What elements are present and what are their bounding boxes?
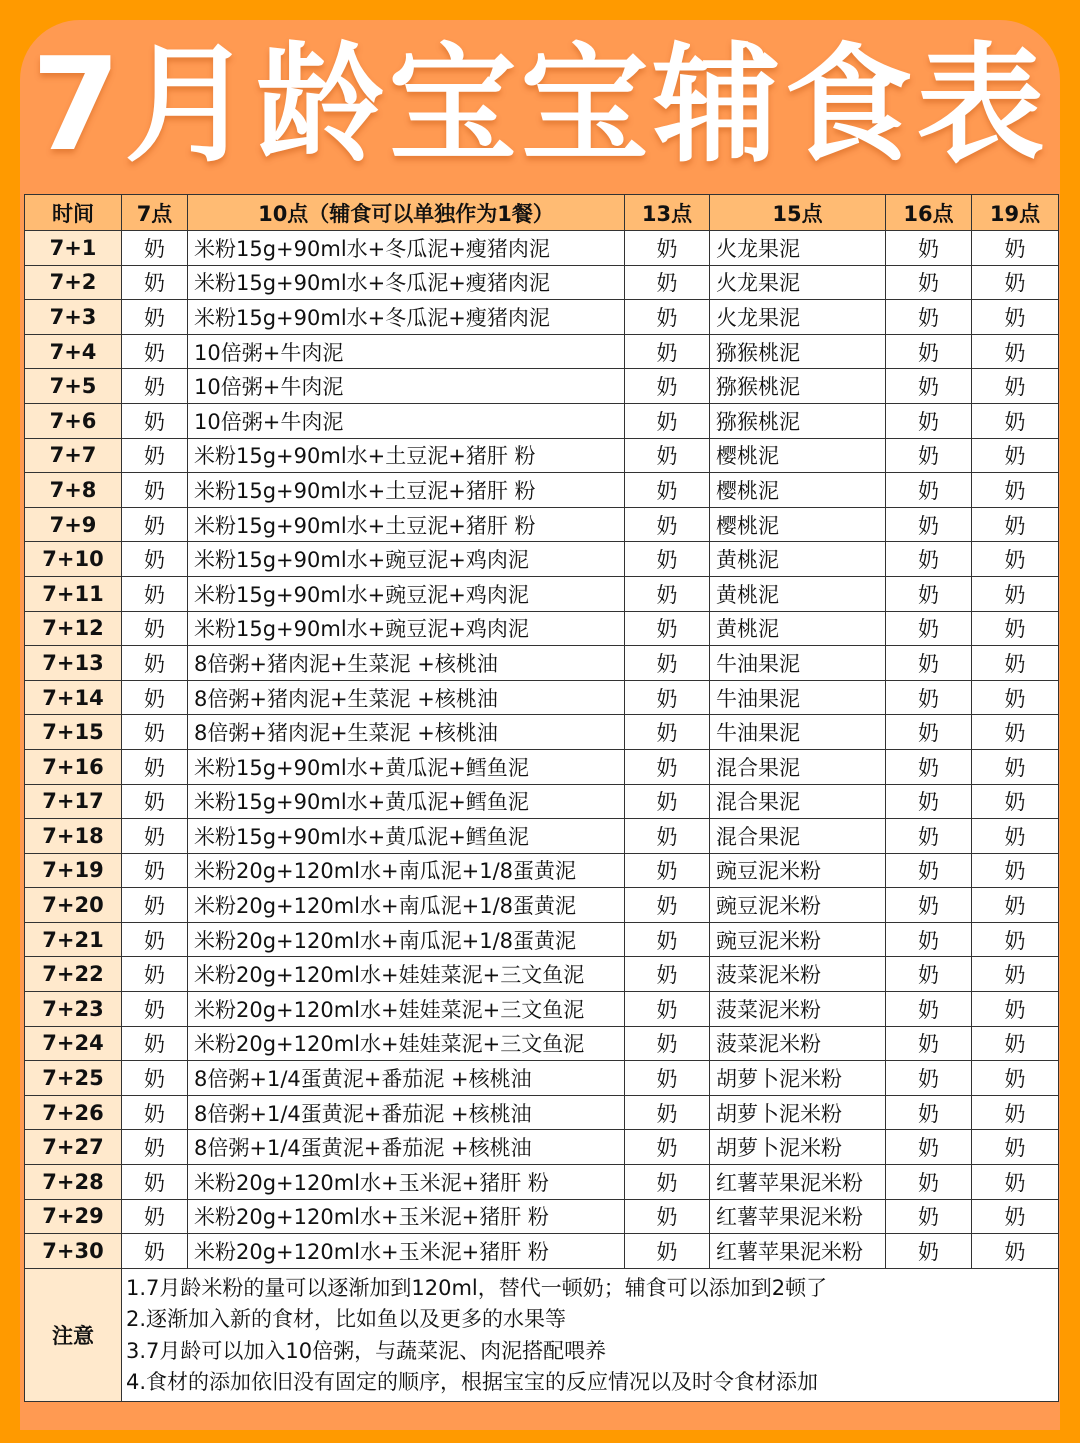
- time-15pm-cell: 黄桃泥: [710, 576, 886, 611]
- day-cell: 7+13: [25, 646, 122, 681]
- time-7am-cell: 奶: [122, 853, 188, 888]
- day-cell: 7+20: [25, 888, 122, 923]
- table-row: [25, 1026, 1059, 1061]
- time-16pm-cell: 奶: [886, 334, 972, 369]
- table-row: [25, 715, 1059, 750]
- table-row: [25, 957, 1059, 992]
- time-10am-cell: 8倍粥+1/4蛋黄泥+番茄泥 +核桃油: [188, 1130, 625, 1165]
- time-19pm-cell: 奶: [972, 715, 1059, 750]
- time-19pm-cell: 奶: [972, 369, 1059, 404]
- time-10am-cell: 10倍粥+牛肉泥: [188, 334, 625, 369]
- time-19pm-cell: 奶: [972, 784, 1059, 819]
- time-15pm-cell: 火龙果泥: [710, 231, 886, 266]
- time-13pm-cell: 奶: [625, 853, 710, 888]
- table-header-row: [25, 195, 1059, 231]
- day-cell: 7+10: [25, 542, 122, 577]
- time-10am-cell: 10倍粥+牛肉泥: [188, 369, 625, 404]
- note-line: 4.食材的添加依旧没有固定的顺序，根据宝宝的反应情况以及时令食材添加: [126, 1370, 819, 1395]
- time-15pm-cell: 胡萝卜泥米粉: [710, 1095, 886, 1130]
- header-15pm: 15点: [710, 195, 886, 231]
- day-cell: 7+7: [25, 438, 122, 473]
- table-row: [25, 922, 1059, 957]
- time-15pm-cell: 黄桃泥: [710, 611, 886, 646]
- table-body: [25, 231, 1059, 1269]
- time-13pm-cell: 奶: [625, 1095, 710, 1130]
- time-13pm-cell: 奶: [625, 1026, 710, 1061]
- time-7am-cell: 奶: [122, 1199, 188, 1234]
- table-row: [25, 1234, 1059, 1269]
- day-cell: 7+21: [25, 922, 122, 957]
- time-10am-cell: 米粉20g+120ml水+玉米泥+猪肝 粉: [188, 1165, 625, 1200]
- time-13pm-cell: 奶: [625, 888, 710, 923]
- time-16pm-cell: 奶: [886, 369, 972, 404]
- notes-content: [122, 1268, 1059, 1401]
- time-16pm-cell: 奶: [886, 1234, 972, 1269]
- time-15pm-cell: 胡萝卜泥米粉: [710, 1130, 886, 1165]
- table-row: [25, 749, 1059, 784]
- day-cell: 7+12: [25, 611, 122, 646]
- time-16pm-cell: 奶: [886, 1061, 972, 1096]
- day-cell: 7+19: [25, 853, 122, 888]
- header-13pm: 13点: [625, 195, 710, 231]
- time-10am-cell: 米粉15g+90ml水+黄瓜泥+鳕鱼泥: [188, 784, 625, 819]
- time-15pm-cell: 豌豆泥米粉: [710, 853, 886, 888]
- note-line: 2.逐渐加入新的食材，比如鱼以及更多的水果等: [126, 1307, 567, 1332]
- time-13pm-cell: 奶: [625, 819, 710, 854]
- time-13pm-cell: 奶: [625, 680, 710, 715]
- time-15pm-cell: 黄桃泥: [710, 542, 886, 577]
- time-10am-cell: 米粉20g+120ml水+娃娃菜泥+三文鱼泥: [188, 1026, 625, 1061]
- time-19pm-cell: 奶: [972, 853, 1059, 888]
- day-cell: 7+27: [25, 1130, 122, 1165]
- table-row: [25, 992, 1059, 1027]
- time-7am-cell: 奶: [122, 231, 188, 266]
- time-15pm-cell: 火龙果泥: [710, 265, 886, 300]
- time-7am-cell: 奶: [122, 438, 188, 473]
- header-7am: 7点: [122, 195, 188, 231]
- day-cell: 7+4: [25, 334, 122, 369]
- table-row: [25, 611, 1059, 646]
- header-19pm: 19点: [972, 195, 1059, 231]
- table-row: [25, 576, 1059, 611]
- time-19pm-cell: 奶: [972, 992, 1059, 1027]
- time-10am-cell: 8倍粥+猪肉泥+生菜泥 +核桃油: [188, 680, 625, 715]
- time-16pm-cell: 奶: [886, 231, 972, 266]
- time-16pm-cell: 奶: [886, 1165, 972, 1200]
- day-cell: 7+6: [25, 403, 122, 438]
- day-cell: 7+25: [25, 1061, 122, 1096]
- table-row: [25, 369, 1059, 404]
- feeding-schedule-table: [24, 194, 1059, 1402]
- time-19pm-cell: 奶: [972, 646, 1059, 681]
- time-16pm-cell: 奶: [886, 784, 972, 819]
- time-19pm-cell: 奶: [972, 1130, 1059, 1165]
- time-15pm-cell: 红薯苹果泥米粉: [710, 1165, 886, 1200]
- time-10am-cell: 8倍粥+猪肉泥+生菜泥 +核桃油: [188, 715, 625, 750]
- time-10am-cell: 米粉20g+120ml水+南瓜泥+1/8蛋黄泥: [188, 922, 625, 957]
- time-10am-cell: 米粉15g+90ml水+黄瓜泥+鳕鱼泥: [188, 819, 625, 854]
- time-13pm-cell: 奶: [625, 231, 710, 266]
- time-19pm-cell: 奶: [972, 265, 1059, 300]
- time-19pm-cell: 奶: [972, 1026, 1059, 1061]
- time-13pm-cell: 奶: [625, 715, 710, 750]
- time-15pm-cell: 红薯苹果泥米粉: [710, 1234, 886, 1269]
- table-row: [25, 888, 1059, 923]
- time-13pm-cell: 奶: [625, 992, 710, 1027]
- time-7am-cell: 奶: [122, 403, 188, 438]
- table-row: [25, 438, 1059, 473]
- time-16pm-cell: 奶: [886, 542, 972, 577]
- day-cell: 7+14: [25, 680, 122, 715]
- day-cell: 7+24: [25, 1026, 122, 1061]
- day-cell: 7+16: [25, 749, 122, 784]
- time-13pm-cell: 奶: [625, 1199, 710, 1234]
- time-10am-cell: 米粉15g+90ml水+土豆泥+猪肝 粉: [188, 438, 625, 473]
- time-13pm-cell: 奶: [625, 576, 710, 611]
- note-line: 1.7月龄米粉的量可以逐渐加到120ml，替代一顿奶；辅食可以添加到2顿了: [126, 1275, 828, 1300]
- header-time: 时间: [25, 195, 122, 231]
- time-16pm-cell: 奶: [886, 853, 972, 888]
- time-15pm-cell: 樱桃泥: [710, 507, 886, 542]
- time-13pm-cell: 奶: [625, 957, 710, 992]
- day-cell: 7+9: [25, 507, 122, 542]
- day-cell: 7+11: [25, 576, 122, 611]
- table-row: [25, 473, 1059, 508]
- time-10am-cell: 米粉20g+120ml水+玉米泥+猪肝 粉: [188, 1199, 625, 1234]
- time-10am-cell: 米粉20g+120ml水+玉米泥+猪肝 粉: [188, 1234, 625, 1269]
- table-row: [25, 334, 1059, 369]
- time-13pm-cell: 奶: [625, 784, 710, 819]
- table-row: [25, 231, 1059, 266]
- time-19pm-cell: 奶: [972, 888, 1059, 923]
- time-7am-cell: 奶: [122, 611, 188, 646]
- time-15pm-cell: 猕猴桃泥: [710, 334, 886, 369]
- table-row: [25, 1165, 1059, 1200]
- day-cell: 7+2: [25, 265, 122, 300]
- time-15pm-cell: 火龙果泥: [710, 300, 886, 335]
- time-13pm-cell: 奶: [625, 473, 710, 508]
- day-cell: 7+8: [25, 473, 122, 508]
- time-16pm-cell: 奶: [886, 473, 972, 508]
- day-cell: 7+3: [25, 300, 122, 335]
- time-10am-cell: 米粉15g+90ml水+土豆泥+猪肝 粉: [188, 507, 625, 542]
- time-7am-cell: 奶: [122, 507, 188, 542]
- time-7am-cell: 奶: [122, 369, 188, 404]
- time-16pm-cell: 奶: [886, 507, 972, 542]
- time-15pm-cell: 菠菜泥米粉: [710, 992, 886, 1027]
- table-row: [25, 1061, 1059, 1096]
- time-16pm-cell: 奶: [886, 957, 972, 992]
- day-cell: 7+29: [25, 1199, 122, 1234]
- time-7am-cell: 奶: [122, 265, 188, 300]
- time-19pm-cell: 奶: [972, 403, 1059, 438]
- time-10am-cell: 米粉20g+120ml水+南瓜泥+1/8蛋黄泥: [188, 853, 625, 888]
- time-19pm-cell: 奶: [972, 231, 1059, 266]
- time-15pm-cell: 牛油果泥: [710, 646, 886, 681]
- time-16pm-cell: 奶: [886, 576, 972, 611]
- time-10am-cell: 米粉20g+120ml水+娃娃菜泥+三文鱼泥: [188, 957, 625, 992]
- time-19pm-cell: 奶: [972, 1095, 1059, 1130]
- time-19pm-cell: 奶: [972, 334, 1059, 369]
- table-row: [25, 819, 1059, 854]
- time-10am-cell: 8倍粥+猪肉泥+生菜泥 +核桃油: [188, 646, 625, 681]
- time-15pm-cell: 猕猴桃泥: [710, 369, 886, 404]
- page-title: 7月龄宝宝辅食表: [31, 31, 1049, 180]
- time-19pm-cell: 奶: [972, 576, 1059, 611]
- time-15pm-cell: 红薯苹果泥米粉: [710, 1199, 886, 1234]
- time-10am-cell: 10倍粥+牛肉泥: [188, 403, 625, 438]
- time-7am-cell: 奶: [122, 542, 188, 577]
- time-15pm-cell: 樱桃泥: [710, 473, 886, 508]
- time-16pm-cell: 奶: [886, 611, 972, 646]
- table-row: [25, 1130, 1059, 1165]
- time-7am-cell: 奶: [122, 1095, 188, 1130]
- day-cell: 7+1: [25, 231, 122, 266]
- day-cell: 7+30: [25, 1234, 122, 1269]
- table-row: [25, 646, 1059, 681]
- time-7am-cell: 奶: [122, 300, 188, 335]
- time-16pm-cell: 奶: [886, 888, 972, 923]
- table-row: [25, 1095, 1059, 1130]
- time-7am-cell: 奶: [122, 957, 188, 992]
- time-10am-cell: 米粉15g+90ml水+土豆泥+猪肝 粉: [188, 473, 625, 508]
- time-7am-cell: 奶: [122, 576, 188, 611]
- time-10am-cell: 米粉15g+90ml水+冬瓜泥+瘦猪肉泥: [188, 265, 625, 300]
- time-13pm-cell: 奶: [625, 1061, 710, 1096]
- time-19pm-cell: 奶: [972, 922, 1059, 957]
- table-row: [25, 853, 1059, 888]
- time-19pm-cell: 奶: [972, 473, 1059, 508]
- table-row: [25, 542, 1059, 577]
- time-13pm-cell: 奶: [625, 542, 710, 577]
- time-15pm-cell: 混合果泥: [710, 784, 886, 819]
- notes-row: [25, 1268, 1059, 1401]
- header-16pm: 16点: [886, 195, 972, 231]
- time-7am-cell: 奶: [122, 784, 188, 819]
- time-16pm-cell: 奶: [886, 680, 972, 715]
- time-16pm-cell: 奶: [886, 749, 972, 784]
- time-10am-cell: 米粉15g+90ml水+黄瓜泥+鳕鱼泥: [188, 749, 625, 784]
- day-cell: 7+22: [25, 957, 122, 992]
- time-10am-cell: 米粉15g+90ml水+冬瓜泥+瘦猪肉泥: [188, 300, 625, 335]
- time-10am-cell: 米粉15g+90ml水+豌豆泥+鸡肉泥: [188, 542, 625, 577]
- day-cell: 7+23: [25, 992, 122, 1027]
- time-15pm-cell: 混合果泥: [710, 819, 886, 854]
- day-cell: 7+28: [25, 1165, 122, 1200]
- time-10am-cell: 米粉15g+90ml水+豌豆泥+鸡肉泥: [188, 576, 625, 611]
- table-row: [25, 784, 1059, 819]
- time-10am-cell: 米粉15g+90ml水+冬瓜泥+瘦猪肉泥: [188, 231, 625, 266]
- time-15pm-cell: 豌豆泥米粉: [710, 888, 886, 923]
- time-16pm-cell: 奶: [886, 265, 972, 300]
- day-cell: 7+26: [25, 1095, 122, 1130]
- time-15pm-cell: 牛油果泥: [710, 715, 886, 750]
- table-row: [25, 300, 1059, 335]
- time-15pm-cell: 牛油果泥: [710, 680, 886, 715]
- time-7am-cell: 奶: [122, 334, 188, 369]
- time-16pm-cell: 奶: [886, 1095, 972, 1130]
- time-19pm-cell: 奶: [972, 680, 1059, 715]
- day-cell: 7+15: [25, 715, 122, 750]
- time-16pm-cell: 奶: [886, 922, 972, 957]
- table-row: [25, 403, 1059, 438]
- time-13pm-cell: 奶: [625, 300, 710, 335]
- time-7am-cell: 奶: [122, 1165, 188, 1200]
- time-13pm-cell: 奶: [625, 265, 710, 300]
- time-15pm-cell: 豌豆泥米粉: [710, 922, 886, 957]
- time-10am-cell: 8倍粥+1/4蛋黄泥+番茄泥 +核桃油: [188, 1061, 625, 1096]
- time-16pm-cell: 奶: [886, 1130, 972, 1165]
- table-row: [25, 680, 1059, 715]
- time-10am-cell: 米粉20g+120ml水+南瓜泥+1/8蛋黄泥: [188, 888, 625, 923]
- day-cell: 7+5: [25, 369, 122, 404]
- time-7am-cell: 奶: [122, 646, 188, 681]
- note-line: 3.7月龄可以加入10倍粥，与蔬菜泥、肉泥搭配喂养: [126, 1338, 607, 1363]
- time-15pm-cell: 混合果泥: [710, 749, 886, 784]
- time-19pm-cell: 奶: [972, 507, 1059, 542]
- time-15pm-cell: 樱桃泥: [710, 438, 886, 473]
- time-7am-cell: 奶: [122, 992, 188, 1027]
- time-19pm-cell: 奶: [972, 819, 1059, 854]
- time-7am-cell: 奶: [122, 749, 188, 784]
- notes-label: 注意: [25, 1268, 122, 1401]
- time-19pm-cell: 奶: [972, 438, 1059, 473]
- time-16pm-cell: 奶: [886, 300, 972, 335]
- time-16pm-cell: 奶: [886, 646, 972, 681]
- time-19pm-cell: 奶: [972, 542, 1059, 577]
- time-7am-cell: 奶: [122, 819, 188, 854]
- time-16pm-cell: 奶: [886, 438, 972, 473]
- time-13pm-cell: 奶: [625, 403, 710, 438]
- time-13pm-cell: 奶: [625, 369, 710, 404]
- time-15pm-cell: 胡萝卜泥米粉: [710, 1061, 886, 1096]
- time-19pm-cell: 奶: [972, 300, 1059, 335]
- time-7am-cell: 奶: [122, 1130, 188, 1165]
- time-16pm-cell: 奶: [886, 403, 972, 438]
- day-cell: 7+17: [25, 784, 122, 819]
- time-15pm-cell: 猕猴桃泥: [710, 403, 886, 438]
- table-row: [25, 1199, 1059, 1234]
- day-cell: 7+18: [25, 819, 122, 854]
- time-13pm-cell: 奶: [625, 1130, 710, 1165]
- time-10am-cell: 米粉15g+90ml水+豌豆泥+鸡肉泥: [188, 611, 625, 646]
- header-10am: 10点（辅食可以单独作为1餐）: [188, 195, 625, 231]
- time-13pm-cell: 奶: [625, 646, 710, 681]
- time-7am-cell: 奶: [122, 1026, 188, 1061]
- time-19pm-cell: 奶: [972, 611, 1059, 646]
- time-13pm-cell: 奶: [625, 1234, 710, 1269]
- time-7am-cell: 奶: [122, 680, 188, 715]
- time-7am-cell: 奶: [122, 1061, 188, 1096]
- time-16pm-cell: 奶: [886, 1026, 972, 1061]
- time-13pm-cell: 奶: [625, 1165, 710, 1200]
- time-7am-cell: 奶: [122, 473, 188, 508]
- time-10am-cell: 米粉20g+120ml水+娃娃菜泥+三文鱼泥: [188, 992, 625, 1027]
- time-19pm-cell: 奶: [972, 1061, 1059, 1096]
- time-16pm-cell: 奶: [886, 715, 972, 750]
- time-19pm-cell: 奶: [972, 1234, 1059, 1269]
- time-13pm-cell: 奶: [625, 334, 710, 369]
- time-19pm-cell: 奶: [972, 1165, 1059, 1200]
- time-16pm-cell: 奶: [886, 1199, 972, 1234]
- time-13pm-cell: 奶: [625, 922, 710, 957]
- time-13pm-cell: 奶: [625, 507, 710, 542]
- time-15pm-cell: 菠菜泥米粉: [710, 957, 886, 992]
- time-7am-cell: 奶: [122, 1234, 188, 1269]
- table-row: [25, 265, 1059, 300]
- time-7am-cell: 奶: [122, 715, 188, 750]
- table-row: [25, 507, 1059, 542]
- time-16pm-cell: 奶: [886, 819, 972, 854]
- time-15pm-cell: 菠菜泥米粉: [710, 1026, 886, 1061]
- time-19pm-cell: 奶: [972, 1199, 1059, 1234]
- time-13pm-cell: 奶: [625, 611, 710, 646]
- time-19pm-cell: 奶: [972, 957, 1059, 992]
- time-13pm-cell: 奶: [625, 749, 710, 784]
- time-10am-cell: 8倍粥+1/4蛋黄泥+番茄泥 +核桃油: [188, 1095, 625, 1130]
- time-16pm-cell: 奶: [886, 992, 972, 1027]
- time-7am-cell: 奶: [122, 888, 188, 923]
- time-13pm-cell: 奶: [625, 438, 710, 473]
- time-7am-cell: 奶: [122, 922, 188, 957]
- time-19pm-cell: 奶: [972, 749, 1059, 784]
